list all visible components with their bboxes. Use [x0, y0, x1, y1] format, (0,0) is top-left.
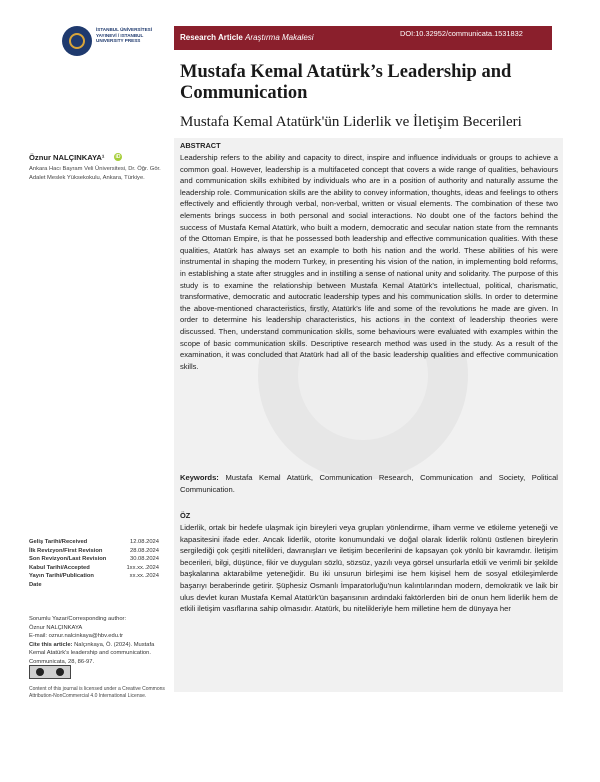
- correspondence: [29, 615, 169, 667]
- date-label: İlk Revizyon/First Revision: [29, 547, 103, 554]
- date-row: [29, 547, 159, 556]
- keywords: [180, 472, 558, 495]
- publisher-name: İSTANBUL ÜNİVERSİTESİ YAYINEVİ / ISTANBUL UNIVERSITY PRESS: [96, 27, 152, 44]
- cc-icon: [36, 668, 44, 676]
- author-affiliation: Ankara Hacı Bayram Veli Üniversitesi, Dr. Öğr. Gör. Adalet Meslek Yüksekokulu, Ankara, Türkiye.: [29, 166, 161, 181]
- article-dates: [29, 538, 159, 590]
- date-label: Kabul Tarihi/Accepted: [29, 564, 90, 571]
- date-label: Yayın Tarihi/Publication: [29, 573, 94, 580]
- correspondence-email[interactable]: E-mail: oznur.nalcinkaya@hbv.edu.tr: [29, 633, 124, 640]
- date-row: [29, 572, 159, 581]
- license-text: Content of this journal is licensed under a Creative Commons Attribution-NonCommercial 4.0 International License.: [29, 686, 165, 699]
- date-row: [29, 538, 159, 547]
- oz-text: Liderlik, ortak bir hedefe ulaşmak için bireyleri veya grupları yönlendirme, ilham verme ve etkileme yeteneği ve kapasitesini ifade eder. Ancak liderlik, otorite konumundaki ve doğal olarak liderlik rolünü üstlenen bireylerin sergilediği çok çeşitli nitelikleri, davranışları ve iletişim becerilerini de kapsayan çok yönlü bir kavramdır. İletişim becerileri, bilgi, düşünce, fikir ve duyguları sözlü, sözsüz, yazılı veya görsel unsurlarla etkili ve verimli bir şekilde başkalarına aktarabilme yeteneğidir. Bu iki unsurun birleşimi ise hem kişisel hem de sosyal etkileşimlerde başarıyı beraberinde getirir. Şüphesiz Osmanlı İmparatorluğu'nun kalıntılarından modern, demokratik ve laik bir ulus devlet kuran Mustafa Kemal Atatürk'ün başarısının ardındaki faktörlerden biri de onun hem liderlik hem de etkili iletişim vasıflarına sahip olmasıdır. Atatürk, bu nitelikleriyle hem milletine hem de dünyaya her: [180, 523, 558, 614]
- by-icon: [56, 668, 64, 676]
- date-label: Geliş Tarihi/Received: [29, 539, 88, 545]
- cite-label: Cite this article:: [29, 641, 73, 648]
- author-name: Öznur NALÇINKAYA¹: [29, 153, 105, 162]
- abstract-heading: ABSTRACT: [180, 141, 221, 150]
- date-row: [29, 581, 159, 590]
- article-type-tr: Araştırma Makalesi: [245, 33, 314, 42]
- date-value: xx.xx..2024: [129, 573, 159, 580]
- article-type-en: Research Article: [180, 33, 243, 42]
- article-title: Mustafa Kemal Atatürk’s Leadership and Communication: [180, 62, 512, 103]
- date-value: 1xx.xx..2024: [126, 564, 159, 571]
- keywords-label: Keywords:: [180, 473, 219, 482]
- keywords-text: Mustafa Kemal Atatürk, Communication Research, Communication and Society, Political Communication.: [180, 473, 558, 494]
- date-label: Date: [29, 581, 42, 588]
- article-type: [180, 33, 314, 42]
- doi-link[interactable]: DOI:10.32952/communicata.1531832: [400, 29, 523, 38]
- date-value: 30.08.2024: [129, 556, 159, 563]
- abstract-text: Leadership refers to the ability and capacity to direct, inspire and influence individuals or groups to achieve a common goal. However, leadership is a multifaceted concept that covers a wide range of qualities, behaviours and communication skills exhibited by individuals who are in a position of authority and naturally assume the leadership role. Communication skills are the ability to convey information, thoughts, ideas and feelings to others effectively and efficiently through verbal, non-verbal, written or visual elements. The combination of these two elements brings success in both personal and social interactions. No doubt one of the factors behind the success of Mustafa Kemal Atatürk, who built a modern, democratic and secular nation state from the remnants of the Ottoman Empire, is that he possessed both leadership and effective communication qualities. With these qualities, Atatürk has always set an example to both his nation and the world. These abilities of his were instrumental in shaping the modern Turkey, in presenting his vision of the nation, in implementing bold reforms, in establishing a state after struggles and in instilling a sense of national unity and solidarity. The purpose of this study is to examine the relationship between Mustafa Kemal Atatürk's intellectual, political, charismatic, transformative, democratic and autocratic leadership types and his communication skills. In order to determine the above-mentioned characteristics, firstly, Atatürk's life and some of the revolutions he made are given. In order to determine his leadership characteristics, his actions in the context of leadership theories were discussed. Then, understand communication skills, some behaviours were evaluated with examples within the scope of basic communication skills. Descriptive research method was used in the study. As a result of the examination, it was concluded that Atatürk had all of the basic leadership qualities and effective communication skills.: [180, 153, 558, 371]
- date-row: [29, 564, 159, 573]
- correspondence-heading: Sorumlu Yazar/Corresponding author:: [29, 616, 127, 622]
- date-row: [29, 555, 159, 564]
- oz-heading: ÖZ: [180, 511, 191, 520]
- cite-text: Nalçınkaya, Ö. (2024). Mustafa Kemal Atatürk's leadership and communication. Communicata, 28, 86-97.: [29, 641, 155, 665]
- cc-license-badge[interactable]: [29, 665, 71, 679]
- date-label: Son Revizyon/Last Revision: [29, 556, 107, 563]
- date-value: 12.08.2024: [129, 539, 159, 545]
- orcid-icon[interactable]: iD: [115, 154, 121, 160]
- correspondence-name: Öznur NALÇINKAYA: [29, 624, 83, 631]
- citation: [29, 641, 169, 667]
- article-subtitle: Mustafa Kemal Atatürk'ün Liderlik ve İletişim Becerileri: [180, 114, 522, 130]
- date-value: 28.08.2024: [129, 547, 159, 554]
- logo-seal-icon: [69, 33, 85, 49]
